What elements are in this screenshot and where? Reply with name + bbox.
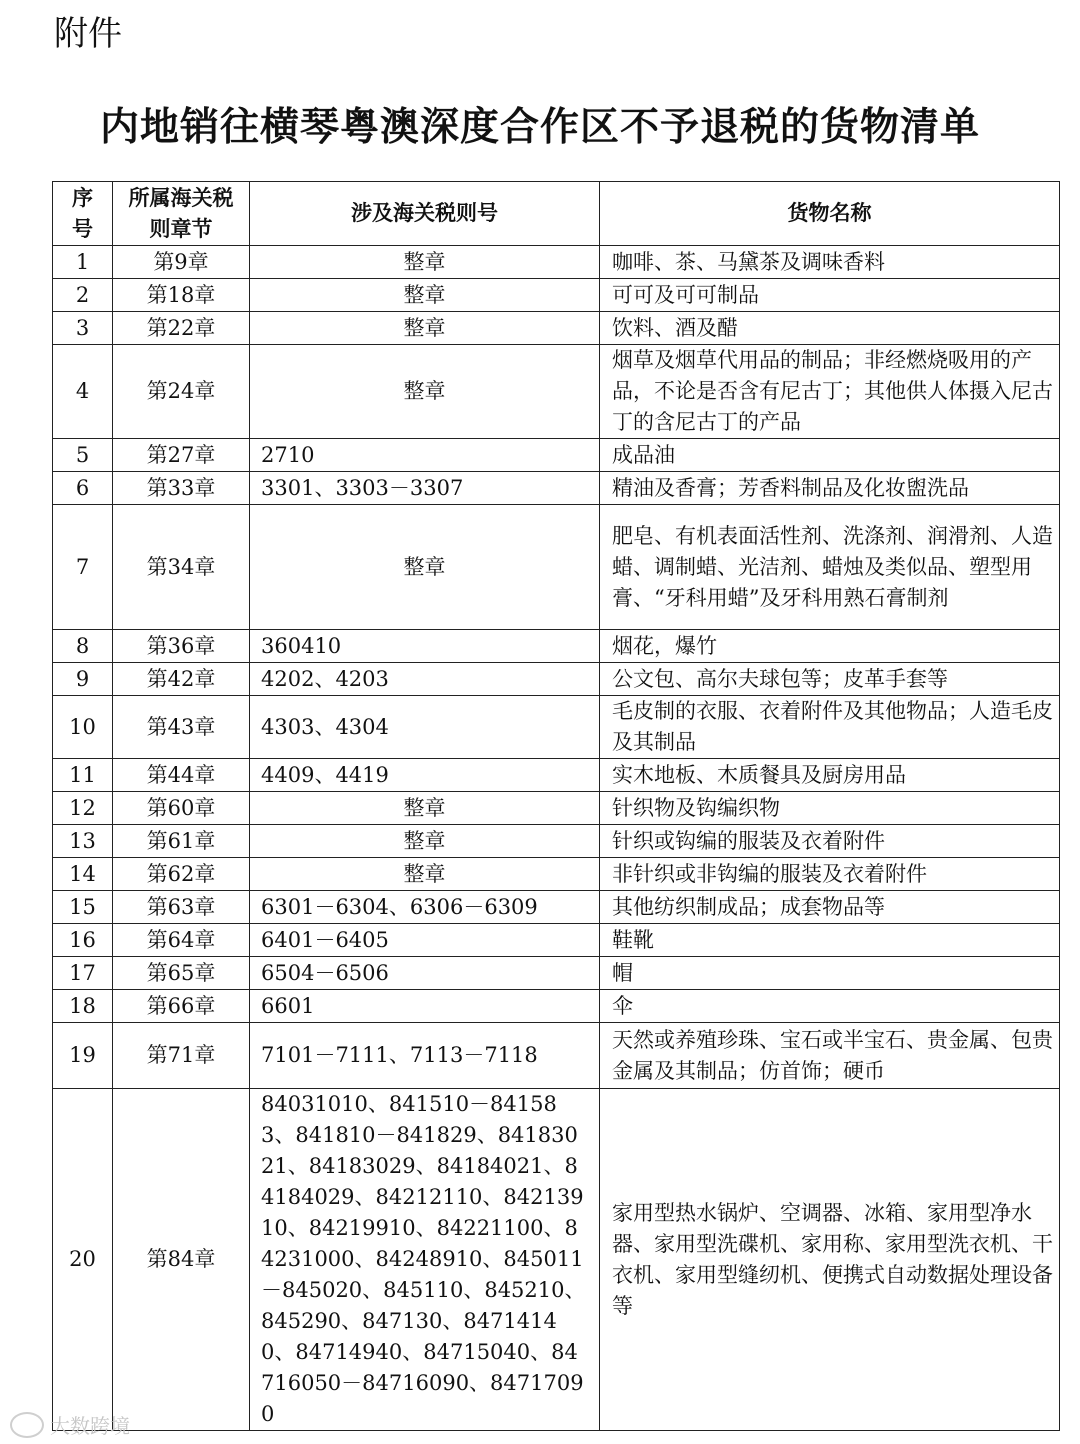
- row-chapter: 第33章: [113, 472, 250, 505]
- row-chapter: 第63章: [113, 891, 250, 924]
- attachment-label: 附件: [54, 14, 122, 54]
- page-title: 内地销往横琴粤澳深度合作区不予退税的货物清单: [99, 105, 980, 150]
- row-chapter: 第18章: [113, 279, 250, 312]
- row-goods: 非针织或非钩编的服装及衣着附件: [600, 858, 1060, 891]
- row-codes: 360410: [250, 630, 600, 663]
- row-goods: 精油及香膏；芳香料制品及化妆盥洗品: [600, 472, 1060, 505]
- row-codes: 7101－7111、7113－7118: [250, 1023, 600, 1089]
- row-chapter: 第64章: [113, 924, 250, 957]
- table-row: [53, 957, 1060, 990]
- table-row: [53, 924, 1060, 957]
- row-seq: 7: [53, 505, 113, 630]
- row-chapter: 第9章: [113, 246, 250, 279]
- row-chapter: 第42章: [113, 663, 250, 696]
- row-goods: 伞: [600, 990, 1060, 1023]
- row-goods: 针织或钩编的服装及衣着附件: [600, 825, 1060, 858]
- row-seq: 9: [53, 663, 113, 696]
- row-chapter: 第27章: [113, 439, 250, 472]
- row-goods: 咖啡、茶、马黛茶及调味香料: [600, 246, 1060, 279]
- row-goods: 其他纺织制成品；成套物品等: [600, 891, 1060, 924]
- table-row: [53, 825, 1060, 858]
- row-codes: 84031010、841510－841583、841810－841829、84183021、84183029、84184021、84184029、84212110、84213910、84219910、84221100、84231000、84248910、845011－845020、845110、845210、845290、847130、84714140、84714940、84715040、84716050－84716090、84717090: [250, 1089, 600, 1431]
- watermark: [10, 1410, 130, 1439]
- row-codes: 整章: [250, 246, 600, 279]
- row-goods: 帽: [600, 957, 1060, 990]
- row-chapter: 第36章: [113, 630, 250, 663]
- table-row: [53, 990, 1060, 1023]
- goods-table: [52, 181, 1060, 1431]
- table-row: [53, 891, 1060, 924]
- row-chapter: 第44章: [113, 759, 250, 792]
- table-row: [53, 630, 1060, 663]
- row-seq: 12: [53, 792, 113, 825]
- table-row: [53, 505, 1060, 630]
- row-chapter: 第24章: [113, 345, 250, 439]
- row-chapter: 第71章: [113, 1023, 250, 1089]
- table-row: [53, 1023, 1060, 1089]
- table-row: [53, 472, 1060, 505]
- row-seq: 1: [53, 246, 113, 279]
- row-goods: 实木地板、木质餐具及厨房用品: [600, 759, 1060, 792]
- row-codes: 2710: [250, 439, 600, 472]
- row-seq: 4: [53, 345, 113, 439]
- row-chapter: 第84章: [113, 1089, 250, 1431]
- row-seq: 15: [53, 891, 113, 924]
- row-codes: 6401－6405: [250, 924, 600, 957]
- table-row: [53, 792, 1060, 825]
- watermark-text: 大数跨境: [50, 1414, 130, 1438]
- row-codes: 整章: [250, 312, 600, 345]
- table-row: [53, 1089, 1060, 1431]
- row-goods: 饮料、酒及醋: [600, 312, 1060, 345]
- header-chapter: 所属海关税则章节: [113, 182, 250, 246]
- table-row: [53, 439, 1060, 472]
- row-codes: 整章: [250, 345, 600, 439]
- row-seq: 10: [53, 696, 113, 759]
- row-goods: 天然或养殖珍珠、宝石或半宝石、贵金属、包贵金属及其制品；仿首饰；硬币: [600, 1023, 1060, 1089]
- table-body: [53, 246, 1060, 1431]
- table-row: [53, 312, 1060, 345]
- header-goods: 货物名称: [600, 182, 1060, 246]
- row-codes: 6504－6506: [250, 957, 600, 990]
- row-seq: 5: [53, 439, 113, 472]
- row-chapter: 第62章: [113, 858, 250, 891]
- table-header-row: [53, 182, 1060, 246]
- row-chapter: 第60章: [113, 792, 250, 825]
- row-codes: 3301、3303－3307: [250, 472, 600, 505]
- table-row: [53, 345, 1060, 439]
- table-row: [53, 279, 1060, 312]
- row-chapter: 第22章: [113, 312, 250, 345]
- table-row: [53, 246, 1060, 279]
- row-chapter: 第66章: [113, 990, 250, 1023]
- row-codes: 4303、4304: [250, 696, 600, 759]
- table-row: [53, 663, 1060, 696]
- header-seq: 序号: [53, 182, 113, 246]
- row-seq: 13: [53, 825, 113, 858]
- header-codes: 涉及海关税则号: [250, 182, 600, 246]
- row-seq: 14: [53, 858, 113, 891]
- row-chapter: 第61章: [113, 825, 250, 858]
- row-codes: 整章: [250, 825, 600, 858]
- row-seq: 19: [53, 1023, 113, 1089]
- row-seq: 11: [53, 759, 113, 792]
- row-seq: 3: [53, 312, 113, 345]
- row-codes: 整章: [250, 505, 600, 630]
- table-row: [53, 858, 1060, 891]
- row-chapter: 第34章: [113, 505, 250, 630]
- row-seq: 16: [53, 924, 113, 957]
- table-row: [53, 759, 1060, 792]
- row-goods: 公文包、高尔夫球包等；皮革手套等: [600, 663, 1060, 696]
- row-seq: 20: [53, 1089, 113, 1431]
- row-codes: 4202、4203: [250, 663, 600, 696]
- row-seq: 8: [53, 630, 113, 663]
- table-row: [53, 696, 1060, 759]
- row-goods: 烟草及烟草代用品的制品；非经燃烧吸用的产品，不论是否含有尼古丁；其他供人体摄入尼古丁的含尼古丁的产品: [600, 345, 1060, 439]
- row-codes: 4409、4419: [250, 759, 600, 792]
- row-goods: 可可及可可制品: [600, 279, 1060, 312]
- row-goods: 毛皮制的衣服、衣着附件及其他物品；人造毛皮及其制品: [600, 696, 1060, 759]
- row-chapter: 第43章: [113, 696, 250, 759]
- row-seq: 6: [53, 472, 113, 505]
- row-goods: 烟花，爆竹: [600, 630, 1060, 663]
- row-codes: 整章: [250, 792, 600, 825]
- row-goods: 成品油: [600, 439, 1060, 472]
- row-codes: 6301－6304、6306－6309: [250, 891, 600, 924]
- row-goods: 针织物及钩编织物: [600, 792, 1060, 825]
- watermark-logo-icon: [10, 1412, 44, 1438]
- row-codes: 6601: [250, 990, 600, 1023]
- row-goods: 肥皂、有机表面活性剂、洗涤剂、润滑剂、人造蜡、调制蜡、光洁剂、蜡烛及类似品、塑型用膏、“牙科用蜡”及牙科用熟石膏制剂: [600, 505, 1060, 630]
- row-codes: 整章: [250, 279, 600, 312]
- row-codes: 整章: [250, 858, 600, 891]
- row-seq: 17: [53, 957, 113, 990]
- row-goods: 家用型热水锅炉、空调器、冰箱、家用型净水器、家用型洗碟机、家用称、家用型洗衣机、干衣机、家用型缝纫机、便携式自动数据处理设备等: [600, 1089, 1060, 1431]
- row-seq: 2: [53, 279, 113, 312]
- row-chapter: 第65章: [113, 957, 250, 990]
- row-goods: 鞋靴: [600, 924, 1060, 957]
- row-seq: 18: [53, 990, 113, 1023]
